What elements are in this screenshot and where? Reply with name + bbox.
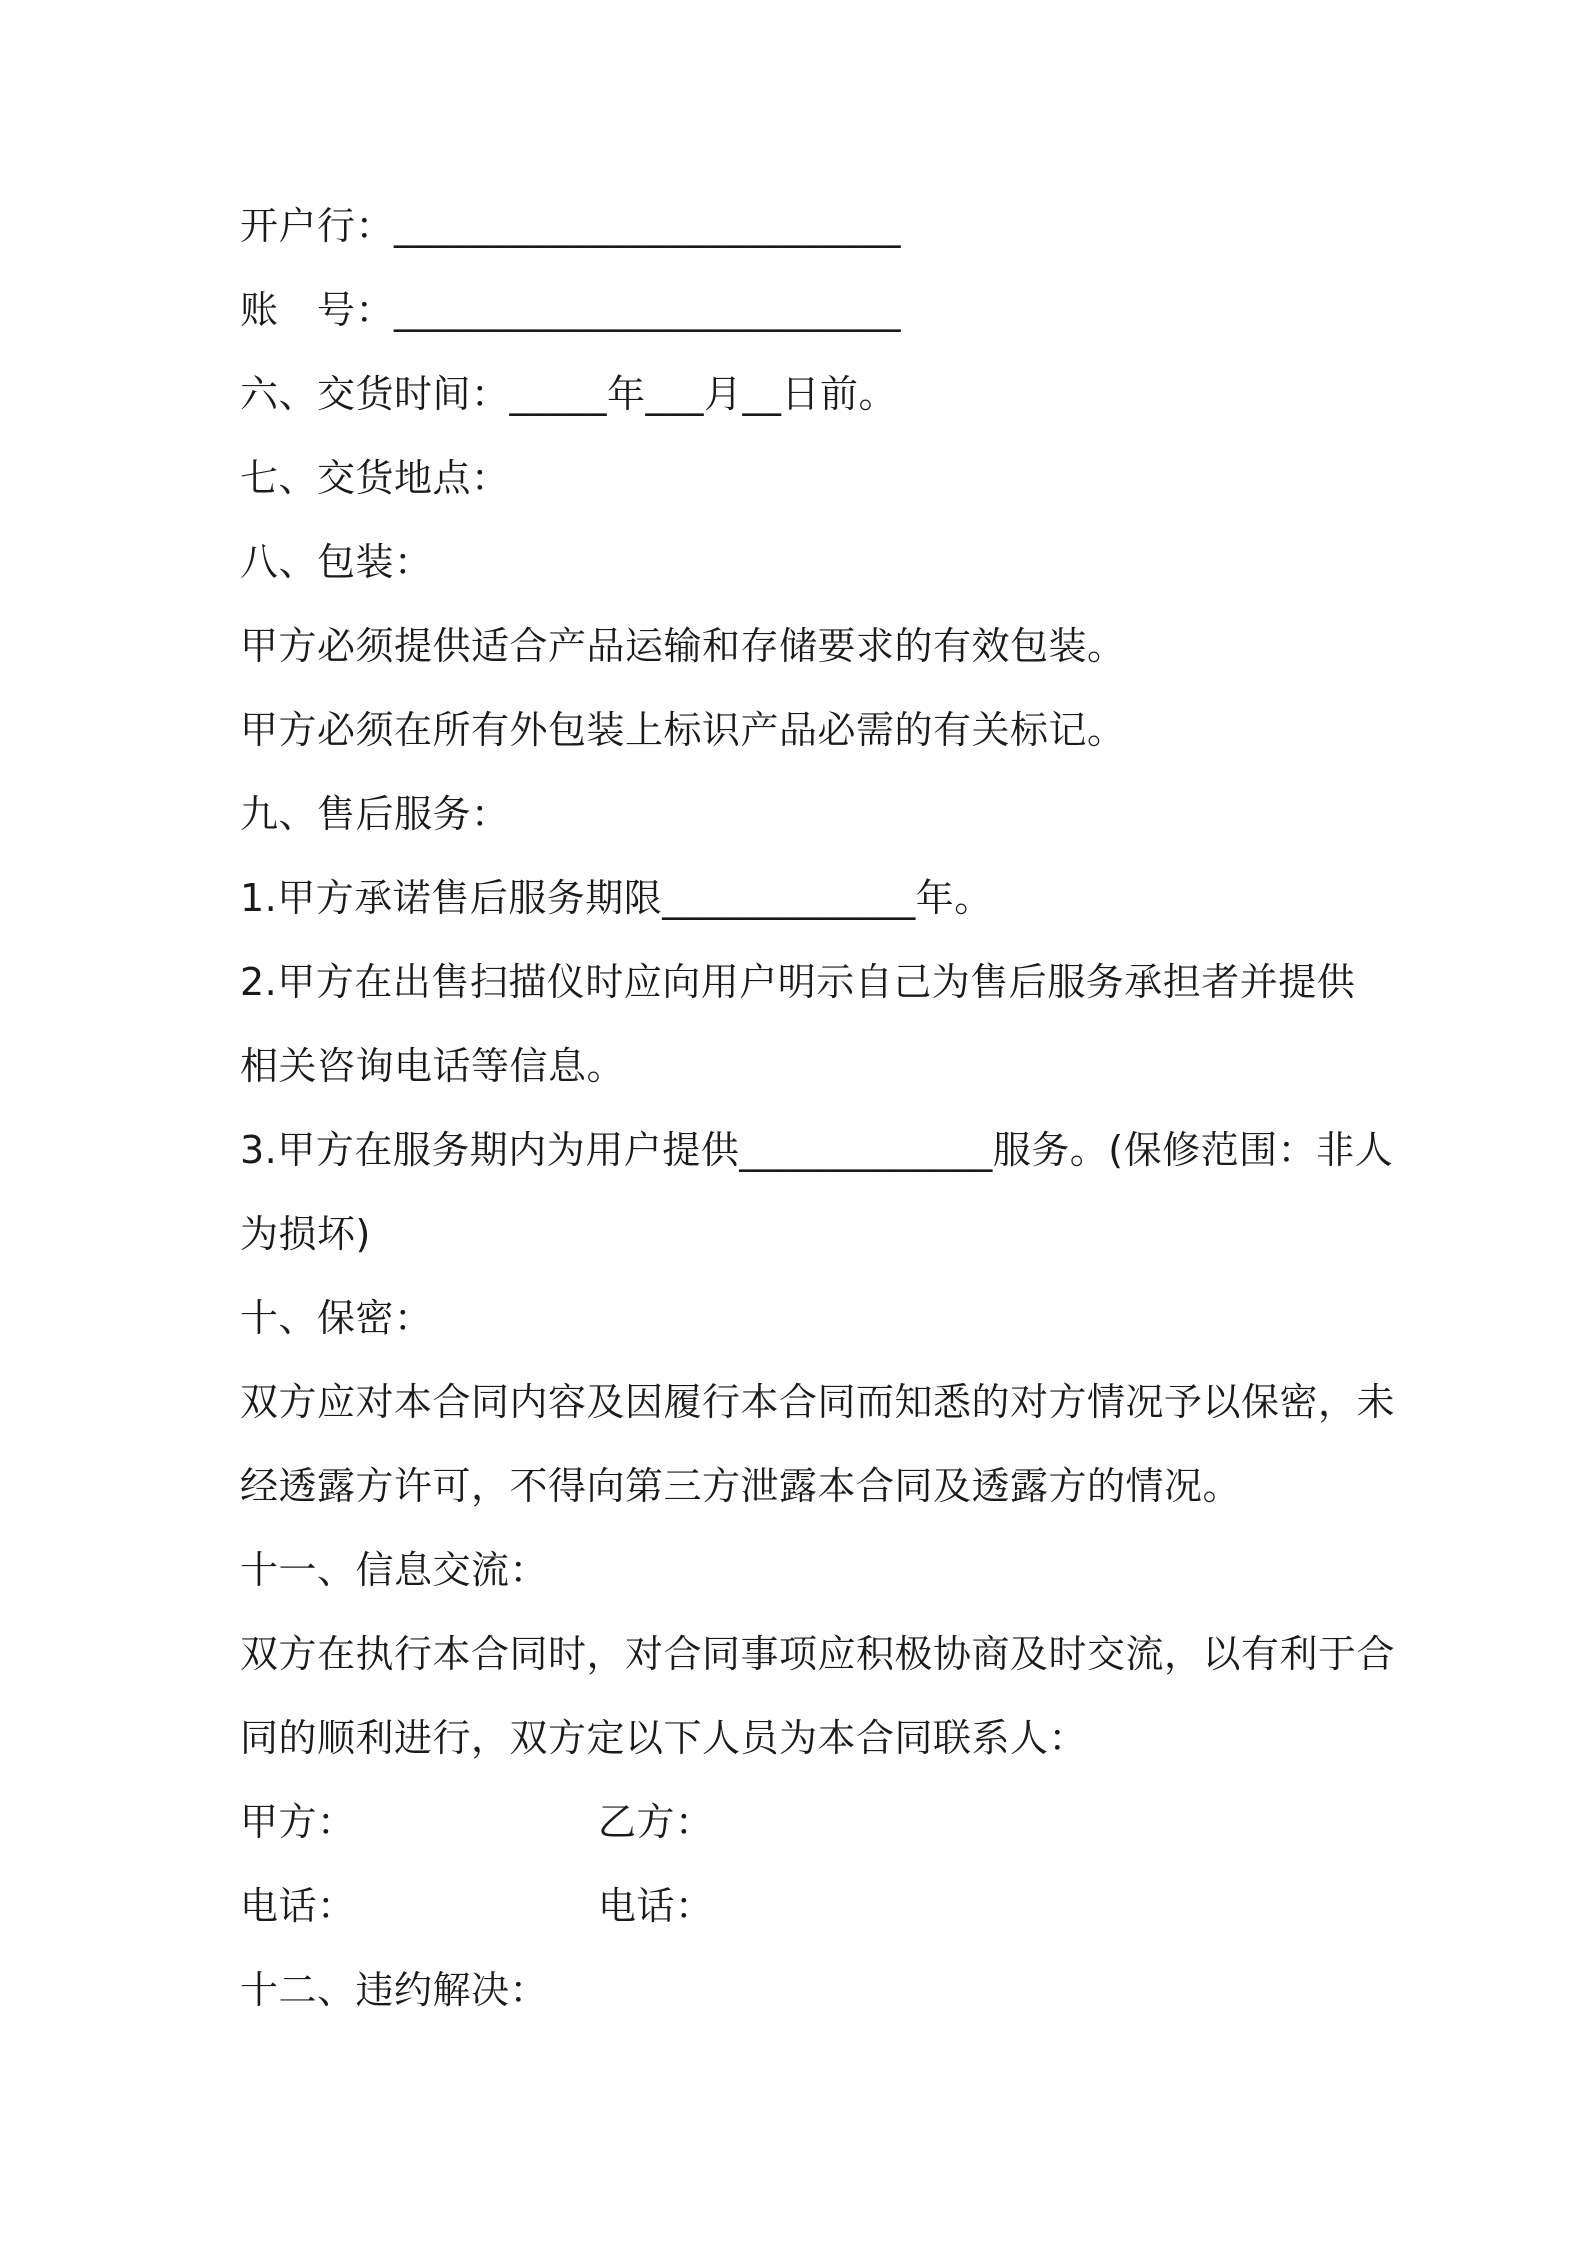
party-b-label: 乙方： (598, 1800, 714, 1844)
communication-clause-line-2: 同的顺利进行，双方定以下人员为本合同联系人： (240, 1716, 1088, 1760)
section-10-confidentiality-heading: 十、保密： (240, 1296, 433, 1340)
section-12-breach-heading: 十二、违约解决： (240, 1968, 549, 2012)
after-sales-clause-2-line-1: 2.甲方在出售扫描仪时应向用户明示自己为售后服务承担者并提供 (240, 960, 1356, 1004)
contact-party-row (240, 1796, 1360, 1848)
after-sales-clause-3-line-1: 3.甲方在服务期内为用户提供_____________服务。(保修范围：非人 (240, 1128, 1394, 1172)
section-9-after-sales-heading: 九、售后服务： (240, 792, 510, 836)
contact-phone-row (240, 1880, 1360, 1932)
account-line: 账 号：__________________________ (240, 288, 902, 332)
confidentiality-clause-line-2: 经透露方许可，不得向第三方泄露本合同及透露方的情况。 (240, 1464, 1242, 1508)
party-a-label: 甲方： (240, 1800, 356, 1844)
bank-line: 开户行：__________________________ (240, 204, 902, 248)
section-6-delivery-time: 六、交货时间：_____年___月__日前。 (240, 372, 898, 416)
phone-a-label: 电话： (240, 1884, 356, 1928)
section-8-packaging-heading: 八、包装： (240, 540, 433, 584)
after-sales-clause-2-line-2: 相关咨询电话等信息。 (240, 1044, 626, 1088)
communication-clause-line-1: 双方在执行本合同时，对合同事项应积极协商及时交流，以有利于合 (240, 1632, 1396, 1676)
packaging-clause-1: 甲方必须提供适合产品运输和存储要求的有效包装。 (240, 624, 1126, 668)
after-sales-clause-3-line-2: 为损坏) (240, 1212, 371, 1256)
confidentiality-clause-line-1: 双方应对本合同内容及因履行本合同而知悉的对方情况予以保密，未 (240, 1380, 1396, 1424)
after-sales-clause-1: 1.甲方承诺售后服务期限_____________年。 (240, 876, 993, 920)
section-11-communication-heading: 十一、信息交流： (240, 1548, 549, 1592)
section-7-delivery-place: 七、交货地点： (240, 456, 510, 500)
phone-b-label: 电话： (598, 1884, 714, 1928)
packaging-clause-2: 甲方必须在所有外包装上标识产品必需的有关标记。 (240, 708, 1126, 752)
